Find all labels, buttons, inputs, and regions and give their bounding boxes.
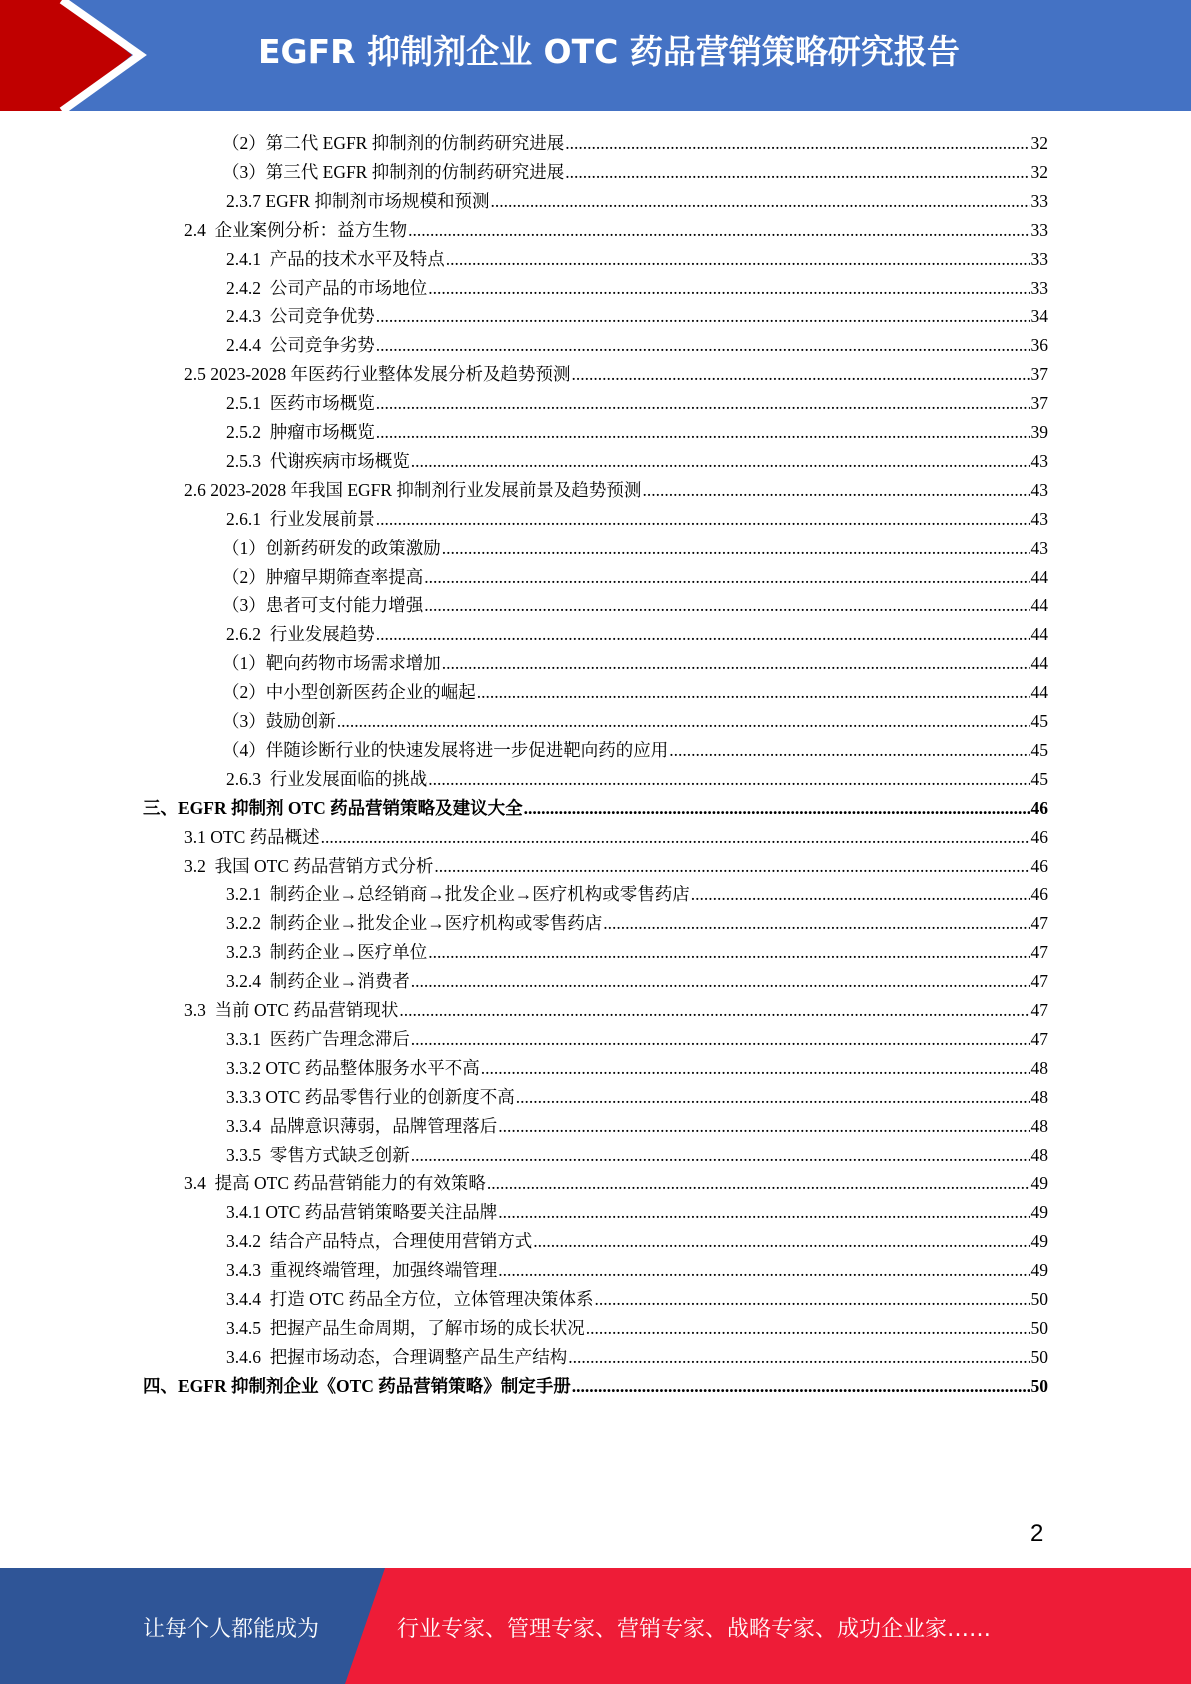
toc-leader-dots [424, 595, 1029, 616]
toc-entry-title: 2.5.3 代谢疾病市场概览 [226, 450, 410, 471]
toc-entry-page: 34 [1030, 306, 1048, 327]
toc-entry-page: 48 [1030, 1086, 1048, 1107]
toc-entry-page: 39 [1030, 422, 1048, 442]
toc-leader-dots [442, 538, 1030, 559]
toc-entry-page: 46 [1030, 884, 1048, 905]
toc-entry-title: 2.6.3 行业发展面临的挑战 [226, 768, 428, 789]
toc-entry[interactable] [226, 910, 1048, 939]
toc-entry-title: （2）肿瘤早期筛查率提高 [222, 566, 424, 587]
toc-entry-title: 2.3.7 EGFR 抑制剂市场规模和预测 [226, 190, 490, 211]
toc-entry[interactable] [222, 159, 1048, 188]
toc-leader-dots [487, 1173, 1030, 1194]
toc-entry[interactable] [226, 303, 1048, 332]
toc-entry[interactable] [226, 275, 1048, 304]
toc-entry[interactable] [184, 853, 1048, 882]
toc-leader-dots [408, 220, 1029, 241]
toc-entry-title: 2.4.2 公司产品的市场地位 [226, 277, 428, 298]
toc-leader-dots [481, 1058, 1030, 1079]
toc-entry-title: 2.5 2023-2028 年医药行业整体发展分析及趋势预测 [184, 364, 571, 385]
toc-entry-title: 2.4.3 公司竞争优势 [226, 306, 375, 327]
toc-leader-dots [642, 480, 1029, 501]
toc-entry-page: 49 [1030, 1173, 1048, 1194]
toc-entry[interactable] [226, 621, 1048, 650]
toc-leader-dots [595, 1289, 1030, 1310]
toc-leader-dots [428, 769, 1029, 790]
toc-entry-title: 3.2.3 制药企业→医疗单位 [226, 942, 428, 963]
toc-entry[interactable] [226, 1228, 1048, 1257]
toc-entry-title: 2.6.2 行业发展趋势 [226, 624, 375, 645]
toc-entry[interactable] [222, 564, 1048, 593]
toc-entry-page: 48 [1030, 1115, 1048, 1136]
toc-entry-title: 2.6 2023-2028 年我国 EGFR 抑制剂行业发展前景及趋势预测 [184, 479, 642, 500]
page-header [0, 0, 1191, 111]
toc-entry-page: 47 [1030, 1000, 1048, 1020]
toc-entry-page: 50 [1030, 1346, 1048, 1367]
toc-leader-dots [411, 971, 1030, 992]
toc-entry-title: （4）伴随诊断行业的快速发展将进一步促进靶向药的应用 [222, 739, 669, 760]
toc-leader-dots [490, 191, 1029, 212]
toc-entry[interactable] [226, 1055, 1048, 1084]
toc-entry-page: 46 [1030, 797, 1048, 818]
toc-entry[interactable] [226, 766, 1048, 795]
toc-leader-dots [376, 393, 1030, 414]
toc-entry[interactable] [226, 448, 1048, 477]
toc-entry-page: 33 [1030, 219, 1048, 240]
toc-entry-page: 46 [1030, 855, 1048, 876]
toc-entry-title: （1）创新药研发的政策激励 [222, 537, 441, 558]
toc-entry[interactable] [222, 708, 1048, 737]
toc-leader-dots [376, 335, 1030, 356]
toc-entry[interactable] [184, 824, 1048, 853]
toc-leader-dots [411, 451, 1030, 472]
toc-entry-title: 2.4 企业案例分析：益方生物 [184, 219, 408, 240]
toc-leader-dots [498, 1202, 1029, 1223]
toc-entry-title: 3.3.1 医药广告理念滞后 [226, 1028, 410, 1049]
toc-entry-title: 2.4.4 公司竞争劣势 [226, 335, 375, 356]
footer-slogan-right: 行业专家、管理专家、营销专家、战略专家、成功企业家…… [397, 1617, 992, 1642]
toc-entry-page: 50 [1030, 1375, 1048, 1396]
toc-entry-title: （1）靶向药物市场需求增加 [222, 653, 441, 674]
toc-leader-dots [424, 567, 1029, 588]
toc-entry[interactable] [226, 188, 1048, 217]
toc-leader-dots [428, 278, 1029, 299]
toc-leader-dots [565, 133, 1029, 154]
toc-leader-dots [691, 884, 1030, 905]
toc-entry-title: 3.4.3 重视终端管理，加强终端管理 [226, 1260, 498, 1281]
toc-entry[interactable] [226, 419, 1048, 448]
toc-leader-dots [586, 1318, 1030, 1339]
toc-entry-title: 3.3.4 品牌意识薄弱，品牌管理落后 [226, 1115, 498, 1136]
toc-entry-page: 49 [1030, 1231, 1048, 1252]
toc-entry-page: 45 [1030, 711, 1048, 731]
toc-entry[interactable] [184, 997, 1048, 1026]
toc-entry[interactable] [226, 1026, 1048, 1055]
toc-entry-title: 三、EGFR 抑制剂 OTC 药品营销策略及建议大全 [143, 797, 523, 818]
toc-entry-title: 3.3 当前 OTC 药品营销现状 [184, 1000, 399, 1020]
toc-entry-page: 33 [1030, 248, 1048, 269]
toc-entry-title: 3.4.1 OTC 药品营销策略要关注品牌 [226, 1202, 498, 1223]
toc-entry-page: 47 [1030, 942, 1048, 963]
toc-entry-page: 48 [1030, 1144, 1048, 1165]
toc-entry[interactable] [222, 592, 1048, 621]
toc-leader-dots [376, 624, 1030, 645]
toc-entry[interactable] [222, 535, 1048, 564]
toc-entry-page: 47 [1030, 1028, 1048, 1049]
toc-entry[interactable] [226, 1199, 1048, 1228]
toc-entry-page: 36 [1030, 335, 1048, 356]
toc-entry-page: 43 [1030, 479, 1048, 500]
toc-entry-page: 37 [1030, 393, 1048, 414]
toc-entry[interactable] [226, 881, 1048, 910]
toc-entry-title: （3）患者可支付能力增强 [222, 595, 424, 616]
toc-entry-title: （2）中小型创新医药企业的崛起 [222, 682, 476, 703]
toc-entry[interactable] [184, 361, 1048, 390]
toc-entry-page: 48 [1030, 1057, 1048, 1078]
toc-entry-page: 50 [1030, 1289, 1048, 1309]
toc-leader-dots [516, 1087, 1030, 1108]
toc-entry[interactable] [226, 1286, 1048, 1315]
toc-entry[interactable] [143, 795, 1048, 824]
toc-entry-page: 49 [1030, 1260, 1048, 1281]
toc-entry-title: 3.1 OTC 药品概述 [184, 826, 320, 847]
toc-entry-title: 3.3.2 OTC 药品整体服务水平不高 [226, 1057, 480, 1078]
toc-entry-title: （2）第二代 EGFR 抑制剂的仿制药研究进展 [222, 133, 565, 153]
toc-entry[interactable] [184, 477, 1048, 506]
toc-leader-dots [399, 1000, 1029, 1021]
toc-entry-title: 3.3.5 零售方式缺乏创新 [226, 1144, 410, 1165]
toc-entry[interactable] [226, 1084, 1048, 1113]
toc-leader-dots [434, 856, 1029, 877]
report-title: EGFR 抑制剂企业 OTC 药品营销策略研究报告 [258, 32, 960, 71]
toc-leader-dots [428, 942, 1029, 963]
toc-entry-page: 33 [1030, 277, 1048, 298]
toc-entry-title: 2.5.2 肿瘤市场概览 [226, 422, 375, 442]
toc-entry[interactable] [226, 1113, 1048, 1142]
toc-leader-dots [411, 1029, 1030, 1050]
toc-entry-page: 45 [1030, 768, 1048, 789]
toc-entry-page: 46 [1030, 826, 1048, 847]
toc-entry[interactable] [226, 939, 1048, 968]
toc-leader-dots [533, 1231, 1029, 1252]
toc-entry-page: 44 [1030, 624, 1048, 645]
toc-entry[interactable] [226, 968, 1048, 997]
toc-entry-title: 3.2.1 制药企业→总经销商→批发企业→医疗机构或零售药店 [226, 884, 690, 905]
toc-leader-dots [376, 422, 1030, 443]
toc-entry-title: 3.2.4 制药企业→消费者 [226, 971, 410, 992]
toc-entry-page: 33 [1030, 190, 1048, 211]
toc-leader-dots [571, 364, 1029, 385]
toc-entry-page: 44 [1030, 682, 1048, 703]
toc-entry-title: 3.4.4 打造 OTC 药品全方位，立体管理决策体系 [226, 1289, 594, 1309]
toc-entry-title: 2.5.1 医药市场概览 [226, 393, 375, 414]
toc-leader-dots [446, 249, 1030, 270]
toc-entry-page: 32 [1030, 133, 1048, 153]
toc-entry-title: （3）第三代 EGFR 抑制剂的仿制药研究进展 [222, 161, 565, 182]
toc-entry-page: 49 [1030, 1202, 1048, 1223]
toc-entry[interactable] [226, 246, 1048, 275]
toc-entry[interactable] [184, 1170, 1048, 1199]
toc-leader-dots [442, 653, 1030, 674]
toc-leader-dots [477, 682, 1030, 703]
toc-entry[interactable] [226, 506, 1048, 535]
toc-entry[interactable] [226, 1257, 1048, 1286]
toc-entry[interactable] [222, 737, 1048, 766]
toc-entry-page: 44 [1030, 595, 1048, 616]
toc-leader-dots [376, 509, 1030, 530]
footer-slogan-left: 让每个人都能成为 [143, 1617, 320, 1642]
toc-leader-dots [337, 711, 1030, 732]
toc-leader-dots [568, 1347, 1029, 1368]
chevron-decoration-icon [0, 0, 200, 111]
toc-leader-dots [498, 1116, 1029, 1137]
toc-entry-page: 43 [1030, 537, 1048, 558]
toc-entry-page: 43 [1030, 508, 1048, 529]
toc-entry[interactable] [226, 1142, 1048, 1171]
toc-entry-title: 2.6.1 行业发展前景 [226, 508, 375, 529]
toc-leader-dots [572, 1376, 1030, 1397]
toc-entry[interactable] [226, 1344, 1048, 1373]
page-number: 2 [1030, 1520, 1044, 1547]
toc-entry-title: 3.2.2 制药企业→批发企业→医疗机构或零售药店 [226, 913, 603, 934]
toc-leader-dots [321, 827, 1030, 848]
toc-leader-dots [565, 162, 1029, 183]
toc-entry-page: 44 [1030, 653, 1048, 674]
toc-entry-page: 44 [1030, 566, 1048, 587]
toc-entry-page: 43 [1030, 450, 1048, 471]
toc-entry-title: 3.4.2 结合产品特点，合理使用营销方式 [226, 1231, 533, 1252]
toc-leader-dots [669, 740, 1029, 761]
toc-entry-title: 3.4 提高 OTC 药品营销能力的有效策略 [184, 1173, 486, 1194]
toc-leader-dots [524, 798, 1030, 819]
toc-entry-page: 47 [1030, 913, 1048, 934]
toc-entry-title: 3.2 我国 OTC 药品营销方式分析 [184, 855, 434, 876]
toc-entry-title: 3.4.5 把握产品生命周期，了解市场的成长状况 [226, 1317, 585, 1338]
toc-leader-dots [498, 1260, 1029, 1281]
toc-entry[interactable] [226, 1315, 1048, 1344]
toc-entry-title: 四、EGFR 抑制剂企业《OTC 药品营销策略》制定手册 [143, 1375, 571, 1396]
toc-leader-dots [603, 913, 1029, 934]
toc-entry-title: 3.3.3 OTC 药品零售行业的创新度不高 [226, 1086, 515, 1107]
toc-entry-page: 45 [1030, 739, 1048, 760]
toc-entry-title: （3）鼓励创新 [222, 711, 336, 731]
toc-entry[interactable] [222, 650, 1048, 679]
toc-entry[interactable] [222, 130, 1048, 159]
toc-entry[interactable] [184, 217, 1048, 246]
toc-entry-page: 47 [1030, 971, 1048, 992]
toc-leader-dots [411, 1145, 1030, 1166]
toc-entry[interactable] [226, 332, 1048, 361]
toc-entry-page: 37 [1030, 364, 1048, 385]
toc-entry-title: 3.4.6 把握市场动态，合理调整产品生产结构 [226, 1346, 568, 1367]
toc-entry[interactable] [143, 1373, 1048, 1402]
toc-entry[interactable] [226, 390, 1048, 419]
toc-entry[interactable] [222, 679, 1048, 708]
toc-entry-page: 32 [1030, 161, 1048, 182]
toc-leader-dots [376, 306, 1030, 327]
toc-entry-page: 50 [1030, 1317, 1048, 1338]
toc-entry-title: 2.4.1 产品的技术水平及特点 [226, 248, 445, 269]
